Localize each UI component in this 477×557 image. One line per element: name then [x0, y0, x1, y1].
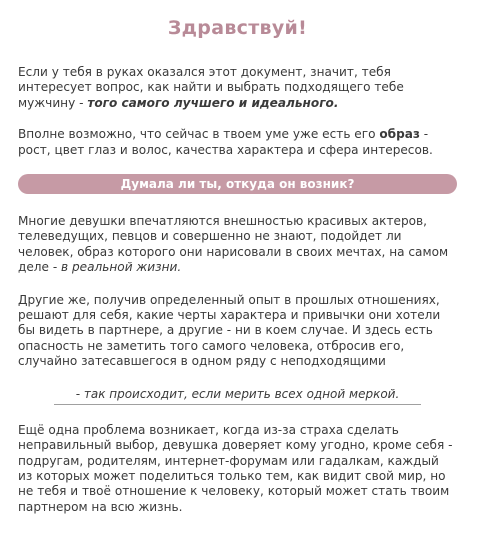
possibility-bold: образ: [379, 127, 420, 142]
possibility-before: Вполне возможно, что сейчас в твоем уме уже есть его: [18, 127, 380, 142]
page-title: Здравствуй!: [167, 17, 308, 39]
intro-paragraph: [18, 65, 457, 111]
intro-emphasis: того самого лучшего и идеального.: [87, 95, 339, 110]
quote-line: - так происходит, если мерить всех одной меркой.: [54, 387, 421, 405]
intro-text: Если у тебя в руках оказался этот документ, значит, тебя интересует вопрос, как найти и выбрать подходящего тебе мужчину -: [18, 65, 404, 110]
girls-italic: в реальной жизни.: [61, 260, 182, 275]
question-banner: Думала ли ты, откуда он возник?: [18, 174, 457, 194]
girls-paragraph: [18, 214, 457, 276]
others-paragraph: Другие же, получив определенный опыт в прошлых отношениях, решают для себя, какие черты характера и привычки они хотели бы видеть в партнере, а другие - ни в коем случае. И здесь есть опасность не заметить того самого человека, отбросив его, случайно затесавшегося в одном ряду с неподходящими: [18, 292, 441, 369]
possibility-after: - рост, цвет глаз и волос, качества характера и сфера интересов.: [18, 127, 433, 157]
possibility-paragraph: [18, 127, 457, 158]
problem-paragraph: Ещё одна проблема возникает, когда из-за страха сделать неправильный выбор, девушка доверяет кому угодно, кроме себя - подругам, родителям, интернет-форумам или гадалкам, каждый из которых может поделиться только тем, как видит свой мир, но не тебя и твоё отношение к человеку, который может стать твоим партнером на всю жизнь.: [18, 422, 453, 514]
girls-text: Многие девушки впечатляются внешностью красивых актеров, телеведущих, певцов и совершенно не знают, подойдет ли человек, образ которого они нарисовали в своих мечтах, на самом деле -: [18, 214, 449, 275]
